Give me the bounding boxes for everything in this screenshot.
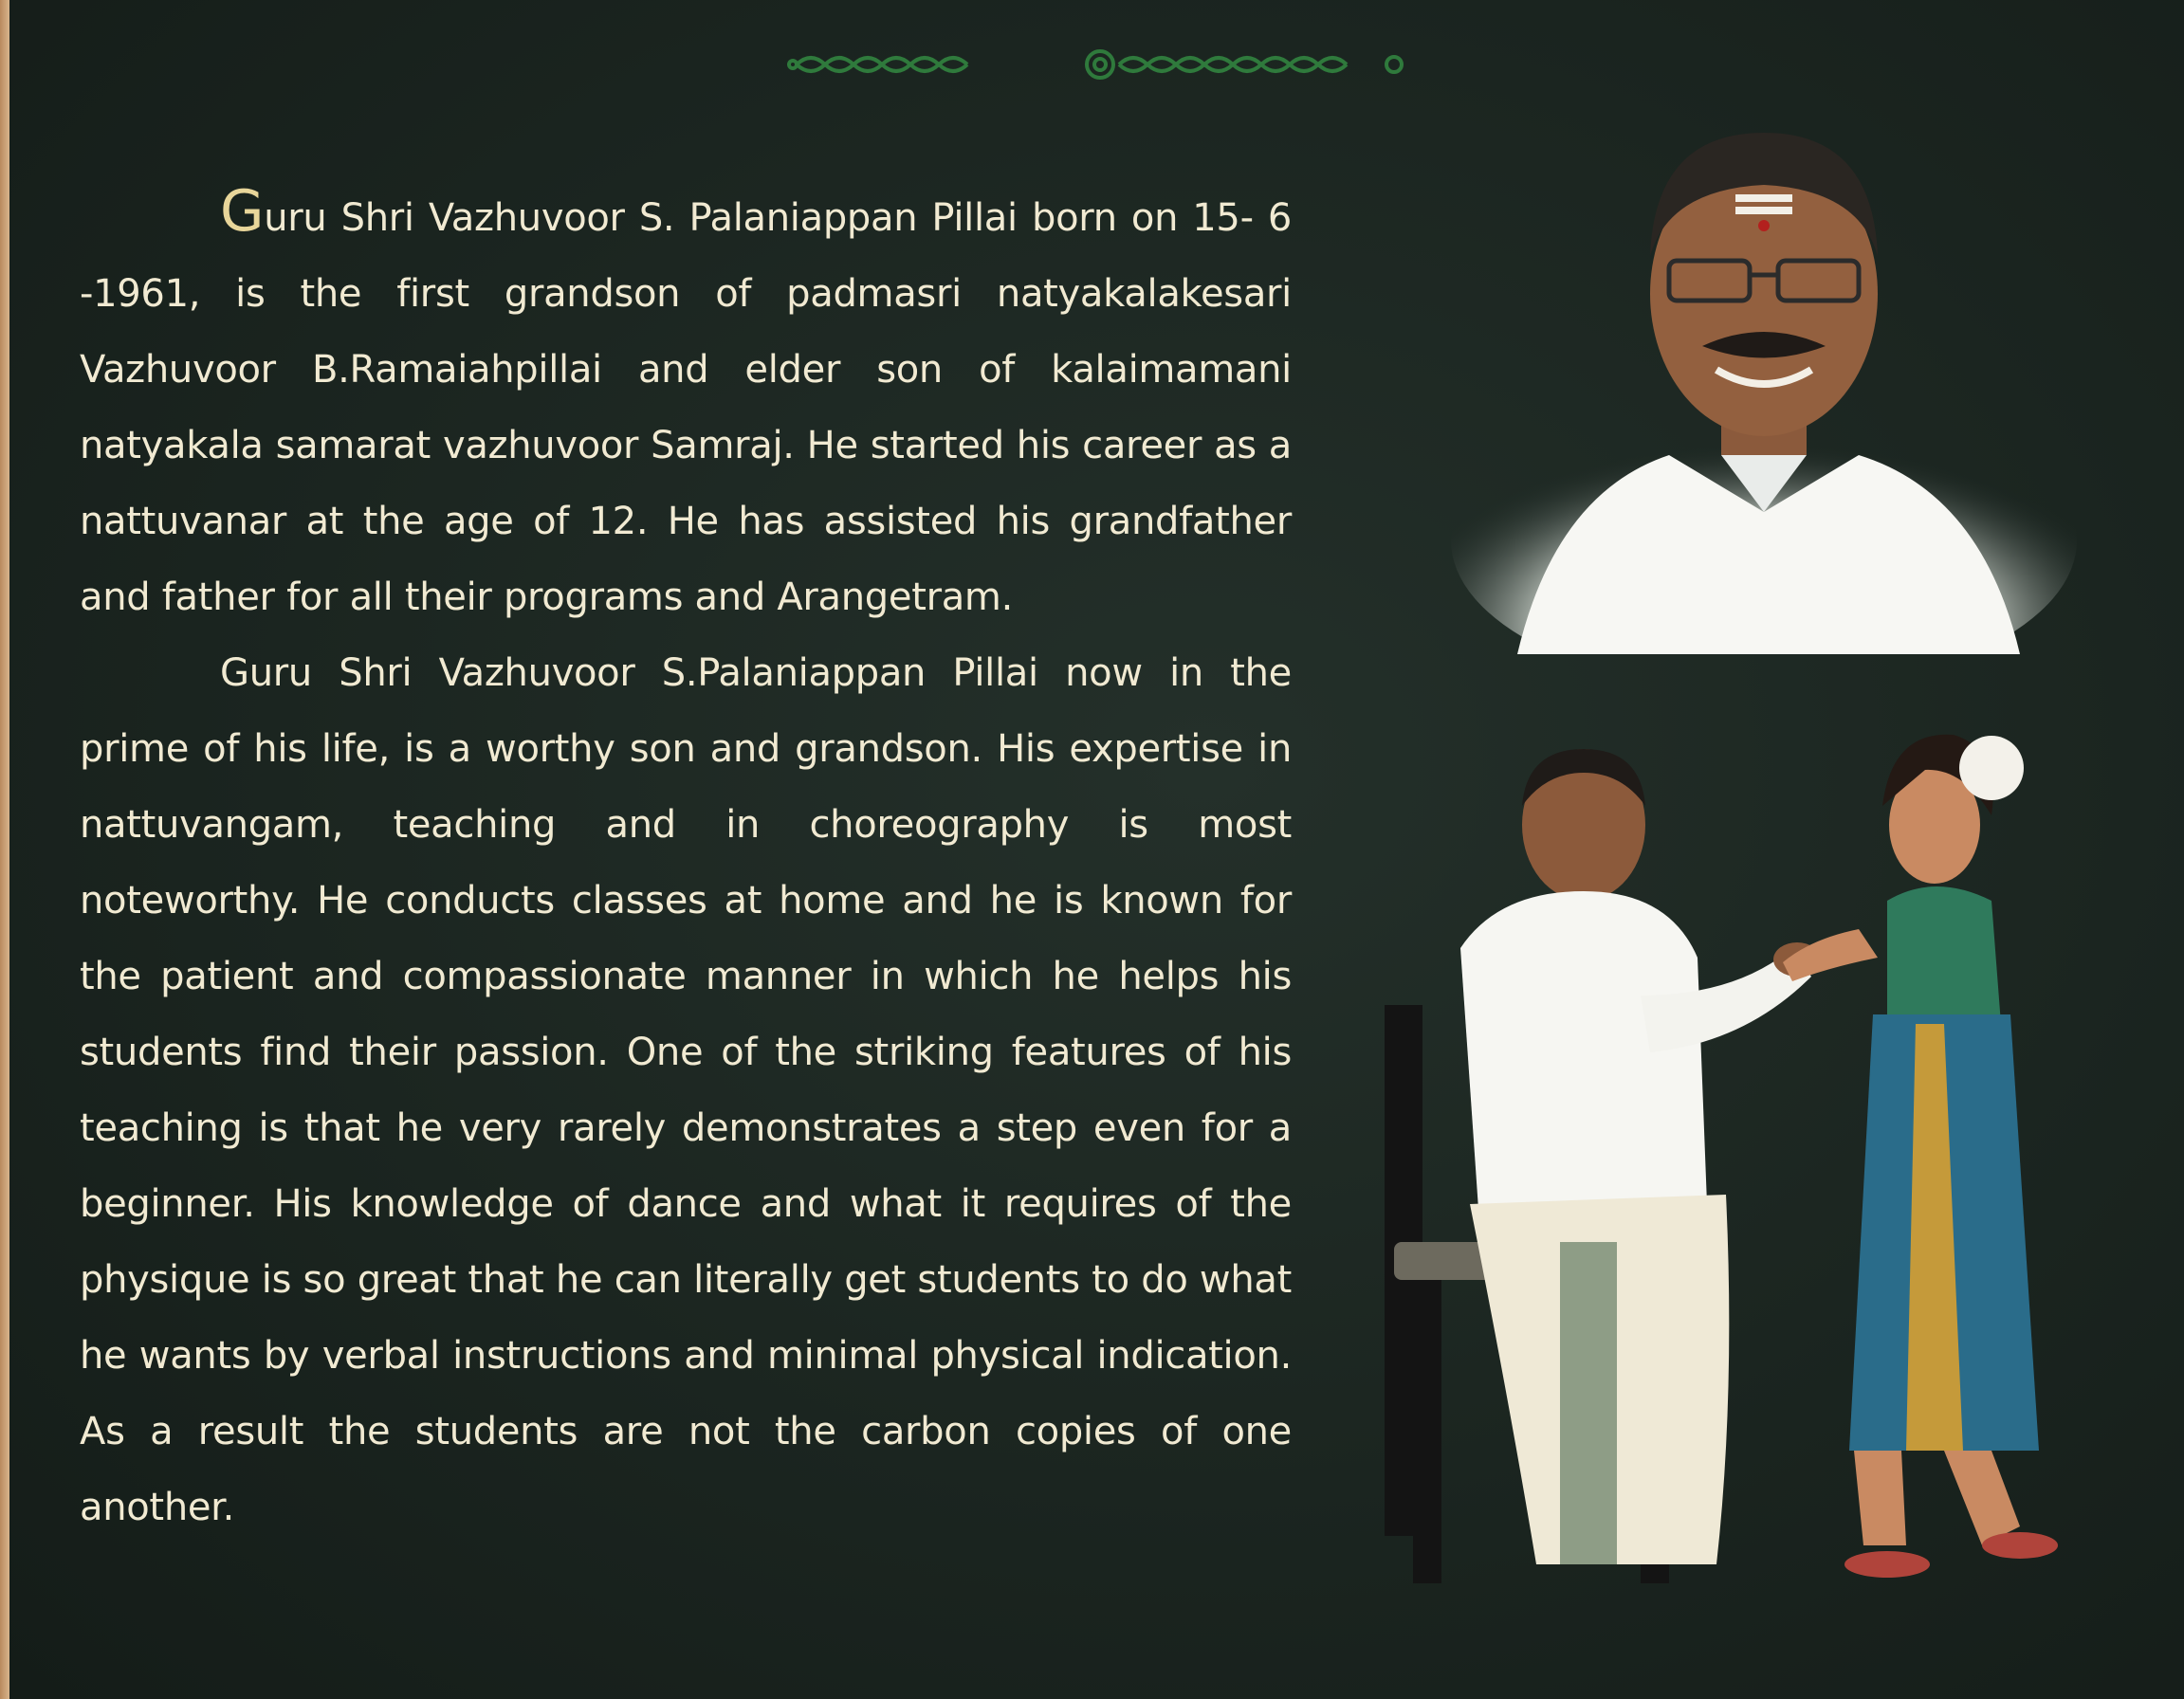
paragraph-1	[80, 180, 1292, 635]
brochure-page	[9, 0, 2184, 1699]
kolam-ornament-icon	[787, 46, 1413, 83]
drop-cap: G	[220, 178, 265, 245]
paragraph-1-text: uru Shri Vazhuvoor S. Palaniappan Pillai born on 15- 6 -1961, is the first grandson of padmasri natyakalakesari Vazhuvoor B.Ramaiahpillai and elder son of kalaimamani natyakala samarat vazhuvoor Samraj. He started his career as a nattuvanar at the age of 12. He has assisted his grandfather and father for all their programs and Arangetram.	[80, 196, 1292, 619]
portrait-photo	[1451, 95, 2077, 654]
teaching-photo	[1337, 711, 2115, 1612]
biography-text	[80, 180, 1292, 1545]
paragraph-2-text: Guru Shri Vazhuvoor S.Palaniappan Pillai now in the prime of his life, is a worthy son and grandson. His expertise in nattuvangam, teaching and in choreography is most noteworthy. He conducts classes at home and he is known for the patient and compassionate manner in which he helps his students find their passion. One of the striking features of his teaching is that he very rarely demonstrates a step even for a beginner. His knowledge of dance and what it requires of the physique is so great that he can literally get students to do what he wants by verbal instructions and minimal physical indication. As a result the students are not the carbon copies of one another.	[80, 651, 1292, 1529]
page-edge	[0, 0, 9, 1699]
paragraph-2	[80, 635, 1292, 1545]
